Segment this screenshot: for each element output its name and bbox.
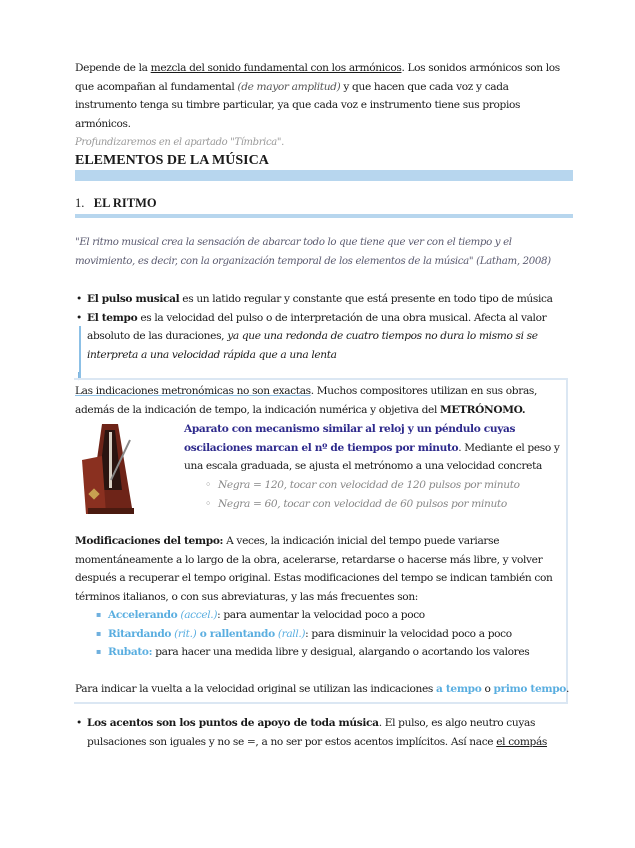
definition-bold: Aparato con mecanismo similar al reloj y un péndulo cuyas oscilaciones marcan el nº de tiempos por minuto <box>184 423 516 454</box>
section-title <box>75 196 157 211</box>
term: Ritardando <box>108 627 172 640</box>
term: a tempo <box>436 683 482 695</box>
quote: "El ritmo musical crea la sensación de abarcar todo lo que tiene que ver con el tiempo y el movimiento, es decir, con la organización temporal de los elementos de la música" (Latham, 2008) <box>75 237 551 267</box>
list-item <box>108 625 560 644</box>
abbr: (rit.) <box>171 627 197 640</box>
heading-bar <box>75 170 573 181</box>
sep: : <box>305 627 312 640</box>
bold-term: Modificaciones del tempo: <box>75 535 224 547</box>
metronome-paragraph <box>75 382 570 419</box>
list-item <box>87 714 570 751</box>
term: primo tempo <box>493 683 566 695</box>
section-title-text: EL RITMO <box>93 196 157 210</box>
heading-elementos: ELEMENTOS DE LA MÚSICA <box>75 153 269 168</box>
section-bar <box>75 214 573 218</box>
text: y que hacen que cada voz y cada instrumento tenga su timbre particular, ya que cada voz e instrumento tiene sus propios armónicos. <box>75 80 521 130</box>
text: . Los sonidos armónicos son los que acompañan al fundamental <box>75 62 560 93</box>
text: Para indicar la vuelta a la velocidad original se utilizan las indicaciones <box>75 683 437 695</box>
list-item <box>87 309 570 365</box>
list-item: ◦ Negra = 120, tocar con velocidad de 120 pulsos por minuto <box>218 476 569 495</box>
return-paragraph <box>75 680 570 699</box>
bold-term: El pulso musical <box>87 293 180 305</box>
underlined-text: Las indicaciones metronómicas no son exactas <box>75 385 311 397</box>
metronome-image <box>80 420 152 516</box>
accents-list <box>75 714 570 751</box>
list-item <box>108 606 560 625</box>
text: para hacer una medida libre y desigual, alargando o acortando los valores <box>152 646 530 658</box>
metronome-definition <box>184 420 569 514</box>
text: . Mediante el peso y una escala graduada, se ajusta el metrónomo a una velocidad concreta <box>184 441 560 473</box>
intro-paragraph <box>75 59 570 153</box>
modifications-paragraph <box>75 532 560 662</box>
text: es un latido regular y constante que está presente en todo tipo de música <box>179 293 553 305</box>
abbr: (rall.) <box>274 627 306 640</box>
list-item: ◦ Negra = 60, tocar con velocidad de 60 pulsos por minuto <box>218 495 569 514</box>
list-item <box>87 290 570 309</box>
italic-text: (de mayor amplitud) <box>237 80 341 93</box>
sep: : <box>217 609 224 621</box>
text: para disminuir la velocidad poco a poco <box>311 627 512 640</box>
list-item <box>108 643 560 662</box>
bullet-list <box>75 290 570 364</box>
bold-term: El tempo <box>87 311 138 324</box>
term: Rubato: <box>108 646 153 658</box>
abbr: (accel.) <box>177 609 218 621</box>
text: para aumentar la velocidad poco a poco <box>223 609 425 621</box>
note: Profundizaremos en el apartado "Tímbrica". <box>75 137 284 148</box>
bold-term: METRÓNOMO. <box>440 403 526 416</box>
text: A veces, la indicación inicial del tempo puede variarse momentáneamente a lo largo de la obra, acelerarse, retardarse o hacerse más libre, y volver después a recuperar el tempo original. Estas modificaciones del tempo se indican también con términos italianos, o con sus abreviaturas, y las más frecuentes son: <box>75 535 553 603</box>
arrow-down-icon: ↓ <box>74 370 83 383</box>
text: es la velocidad del pulso o de interpretación de una obra musical. Afecta al valor absoluto de las duraciones, <box>87 311 547 342</box>
section-number: 1. <box>75 196 85 210</box>
text: Depende de la <box>75 62 151 74</box>
underlined-text: el compás <box>496 735 548 748</box>
text: . <box>565 683 570 695</box>
italic-text: ya que una redonda de cuatro tiempos no dura lo mismo si se interpreta a una velocidad rápida que a una lenta <box>87 330 538 361</box>
text: . Muchos compositores utilizan en sus obras, además de la indicación de tempo, la indicación numérica y objetiva del <box>75 385 538 416</box>
term: o rallentando <box>196 627 275 640</box>
text: . El pulso, es algo neutro cuyas pulsaciones son iguales y no se =, a no ser por estos acentos implícitos. Así nace <box>87 717 536 748</box>
text: o <box>481 683 494 695</box>
term: Accelerando <box>108 609 178 621</box>
bold-term: Los acentos son los puntos de apoyo de toda música <box>87 717 379 729</box>
underlined-text: mezcla del sonido fundamental con los armónicos <box>150 62 402 74</box>
